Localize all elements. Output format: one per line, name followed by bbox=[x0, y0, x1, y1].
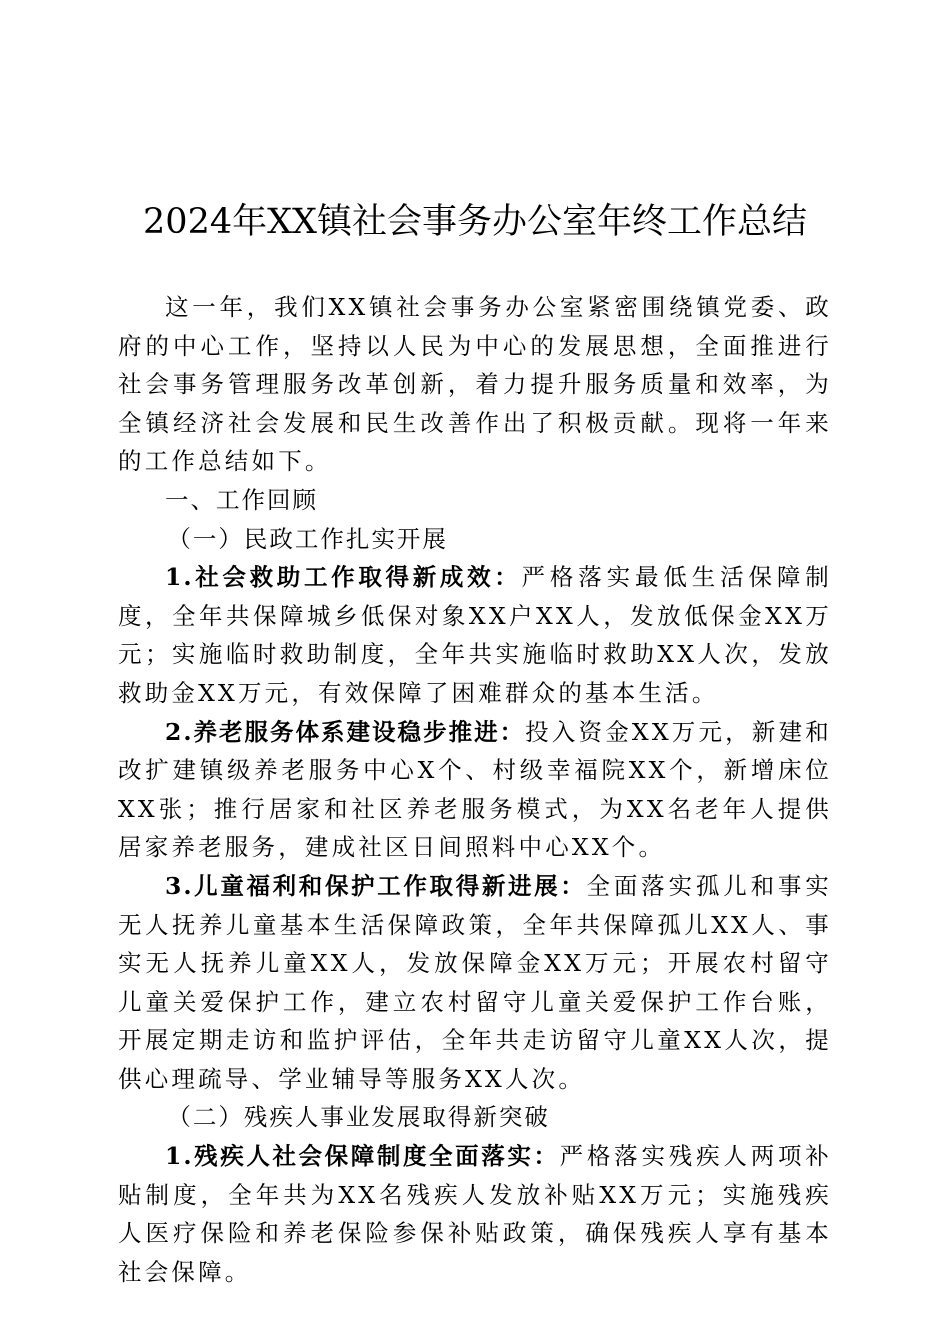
paragraph-text: 全面落实孤儿和事实无人抚养儿童基本生活保障政策，全年共保障孤儿XX人、事实无人抚养儿童XX人，发放保障金XX万元；开展农村留守儿童关爱保护工作，建立农村留守儿童关爱保护工作台账，开展定期走访和监护评估，全年共走访留守儿童XX人次，提供心理疏导、学业辅导等服务XX人次。 bbox=[118, 871, 832, 1093]
paragraph-lead: 1.残疾人社会保障制度全面落实： bbox=[165, 1142, 560, 1171]
section-heading: 一、工作回顾 bbox=[165, 485, 318, 514]
paragraph-lead: 3.儿童福利和保护工作取得新进展： bbox=[165, 871, 587, 900]
paragraph-item bbox=[118, 713, 832, 867]
intro-paragraph: 这一年，我们XX镇社会事务办公室紧密围绕镇党委、政府的中心工作，坚持以人民为中心的发展思想，全面推进行社会事务管理服务改革创新，着力提升服务质量和效率，为全镇经济社会发展和民生改善作出了积极贡献。现将一年来的工作总结如下。 bbox=[118, 293, 832, 476]
paragraph-item bbox=[118, 867, 832, 1099]
paragraph-item bbox=[118, 558, 832, 712]
paragraph-lead: 1.社会救助工作取得新成效： bbox=[165, 563, 522, 592]
document-body bbox=[118, 288, 832, 1291]
paragraph-text: 严格落实残疾人两项补贴制度，全年共为XX名残疾人发放补贴XX万元；实施残疾人医疗保险和养老保险参保补贴政策，确保残疾人享有基本社会保障。 bbox=[118, 1142, 832, 1286]
paragraph-text: 投入资金XX万元，新建和改扩建镇级养老服务中心X个、村级幸福院XX个，新增床位XX张；推行居家和社区养老服务模式，为XX名老年人提供居家养老服务，建成社区日间照料中心XX个。 bbox=[118, 717, 832, 862]
subsection-heading: （二）残疾人事业发展取得新突破 bbox=[167, 1103, 550, 1132]
paragraph-item bbox=[118, 1137, 832, 1291]
subsection-heading: （一）民政工作扎实开展 bbox=[167, 524, 448, 553]
paragraph-text: 严格落实最低生活保障制度，全年共保障城乡低保对象XX户XX人，发放低保金XX万元；实施临时救助制度，全年共实施临时救助XX人次，发放救助金XX万元，有效保障了困难群众的基本生活。 bbox=[118, 563, 832, 707]
document-title: 2024年XX镇社会事务办公室年终工作总结 bbox=[143, 202, 807, 242]
paragraph-lead: 2.养老服务体系建设稳步推进： bbox=[165, 717, 526, 746]
